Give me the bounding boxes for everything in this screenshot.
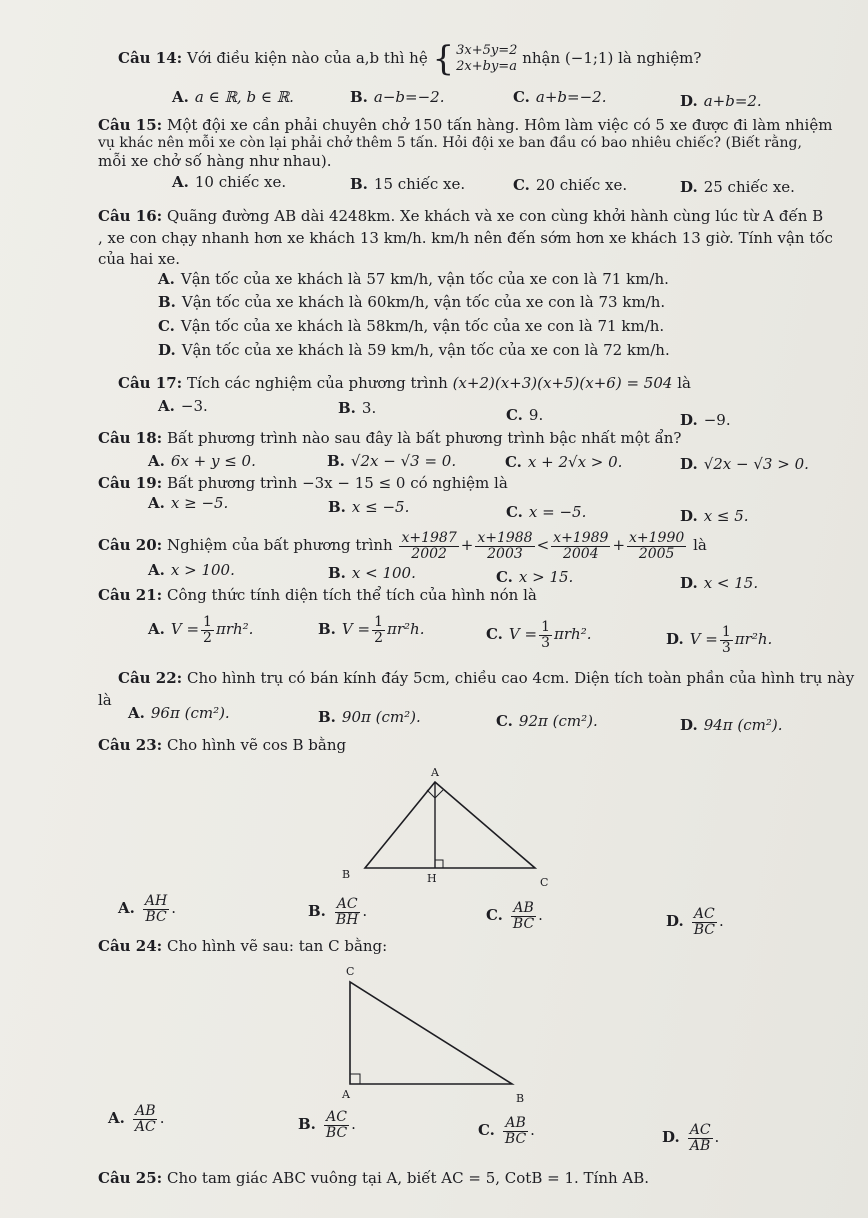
q23-option-a[interactable]: A. $\frac{AH}{BC}$ . — [118, 892, 176, 925]
label-c: C — [346, 965, 355, 978]
q22-option-b[interactable]: B. 90π (cm²). — [318, 708, 421, 726]
question-14-label: Câu 14: — [118, 49, 183, 67]
right-angle-mark-h — [435, 860, 443, 868]
triangle-abc — [350, 982, 512, 1084]
triangle-abc — [365, 782, 535, 868]
q15-option-b[interactable]: B. 15 chiếc xe. — [350, 175, 466, 193]
fraction-2: $\frac{x+1988}{2003}$ — [477, 529, 533, 562]
fraction-3: $\frac{x+1989}{2004}$ — [553, 529, 609, 562]
question-14 — [118, 39, 702, 79]
question-21: Câu 21: Công thức tính diện tích thể tích của hình nón là — [98, 586, 537, 604]
q21-option-c[interactable]: C. V = $\frac{1}{3}$ πrh². — [486, 618, 592, 651]
label-b: B — [342, 868, 351, 881]
question-19: Câu 19: Bất phương trình −3x − 15 ≤ 0 có nghiệm là — [98, 474, 508, 492]
question-15-line-3: mỗi xe chở số hàng như nhau). — [98, 152, 332, 170]
figure-triangle-abc-altitude — [330, 760, 560, 890]
figure-right-triangle-abc — [320, 960, 540, 1110]
q19-option-d[interactable]: D. x ≤ 5. — [680, 507, 749, 525]
fraction-4: $\frac{x+1990}{2005}$ — [629, 529, 685, 562]
question-16-line-3: của hai xe. — [98, 250, 181, 268]
q24-option-b[interactable]: B. $\frac{AC}{BC}$ . — [298, 1108, 356, 1141]
q20-option-b[interactable]: B. x < 100. — [328, 564, 416, 582]
q24-option-d[interactable]: D. $\frac{AC}{AB}$ . — [662, 1121, 720, 1154]
question-16-line-2: , xe con chạy nhanh hơn xe khách 13 km/h. km/h nên đến sớm hơn xe khách 13 giờ. Tính vận tốc — [98, 229, 833, 247]
q20-option-d[interactable]: D. x < 15. — [680, 574, 759, 592]
label-a: A — [431, 766, 439, 779]
q19-option-a[interactable]: A. x ≥ −5. — [148, 494, 229, 512]
fraction-1: $\frac{x+1987}{2002}$ — [401, 529, 457, 562]
equation-system — [432, 39, 518, 79]
q16-option-c[interactable]: C. Vận tốc của xe khách là 58km/h, vận tốc của xe con là 71 km/h. — [158, 317, 665, 335]
question-15-line-2: vụ khác nên mỗi xe còn lại phải chở thêm 5 tấn. Hỏi đội xe ban đầu có bao nhiêu chiếc? (Biết rằng, — [98, 135, 802, 151]
q18-option-a[interactable]: A. 6x + y ≤ 0. — [148, 452, 256, 470]
question-22-line-2: là — [98, 691, 112, 709]
q14-option-c[interactable]: C. a+b=−2. — [513, 88, 607, 106]
right-angle-mark-a — [350, 1074, 360, 1084]
system-eq-1: 3x+5y=2 — [456, 43, 518, 58]
q14-option-a[interactable]: A. a ∈ ℝ, b ∈ ℝ. — [172, 88, 294, 106]
q22-option-c[interactable]: C. 92π (cm²). — [496, 712, 598, 730]
q16-option-a[interactable]: A. Vận tốc của xe khách là 57 km/h, vận tốc của xe con là 71 km/h. — [158, 270, 669, 288]
q17-option-a[interactable]: A. −3. — [158, 397, 208, 415]
q15-option-c[interactable]: C. 20 chiếc xe. — [513, 176, 628, 194]
question-14-tail: nhận (−1;1) là nghiệm? — [522, 49, 702, 67]
q23-option-c[interactable]: C. $\frac{AB}{BC}$ . — [486, 899, 543, 932]
equation: (x+2)(x+3)(x+5)(x+6) = 504 — [452, 374, 673, 392]
question-14-text: Với điều kiện nào của a,b thì hệ — [186, 49, 428, 67]
label-h: H — [427, 872, 437, 885]
q18-option-b[interactable]: B. √2x − √3 = 0. — [327, 452, 457, 470]
label-a: A — [342, 1088, 350, 1101]
q15-option-d[interactable]: D. 25 chiếc xe. — [680, 178, 795, 196]
q20-option-c[interactable]: C. x > 15. — [496, 568, 574, 586]
q22-option-a[interactable]: A. 96π (cm²). — [128, 704, 230, 722]
question-15: Câu 15: Một đội xe cần phải chuyên chở 150 tấn hàng. Hôm làm việc có 5 xe được đi làm nhiệm — [98, 116, 833, 134]
question-25: Câu 25: Cho tam giác ABC vuông tại A, biết AC = 5, CotB = 1. Tính AB. — [98, 1169, 650, 1187]
q21-option-d[interactable]: D. V = $\frac{1}{3}$ πr²h. — [666, 623, 773, 656]
question-23: Câu 23: Cho hình vẽ cos B bằng — [98, 736, 347, 754]
q19-option-c[interactable]: C. x = −5. — [506, 503, 587, 521]
q24-option-a[interactable]: A. $\frac{AB}{AC}$ . — [108, 1102, 165, 1135]
brace-symbol: { — [432, 39, 455, 79]
label-b: B — [516, 1092, 525, 1105]
q17-option-b[interactable]: B. 3. — [338, 399, 377, 417]
system-eq-2: 2x+by=a — [456, 59, 517, 74]
question-18: Câu 18: Bất phương trình nào sau đây là bất phương trình bậc nhất một ẩn? — [98, 429, 682, 447]
q16-option-b[interactable]: B. Vận tốc của xe khách là 60km/h, vận tốc của xe con là 73 km/h. — [158, 293, 666, 311]
q24-option-c[interactable]: C. $\frac{AB}{BC}$ . — [478, 1114, 535, 1147]
q17-option-c[interactable]: C. 9. — [506, 406, 544, 424]
q17-option-d[interactable]: D. −9. — [680, 411, 731, 429]
q19-option-b[interactable]: B. x ≤ −5. — [328, 498, 410, 516]
question-24: Câu 24: Cho hình vẽ sau: tan C bằng: — [98, 937, 388, 955]
q18-option-d[interactable]: D. √2x − √3 > 0. — [680, 455, 809, 473]
q16-option-d[interactable]: D. Vận tốc của xe khách là 59 km/h, vận tốc của xe con là 72 km/h. — [158, 341, 670, 359]
question-17: Câu 17: Tích các nghiệm của phương trình (x+2)(x+3)(x+5)(x+6) = 504 là — [118, 374, 691, 392]
label-c: C — [540, 876, 549, 889]
q14-option-b[interactable]: B. a−b=−2. — [350, 88, 445, 106]
q23-option-d[interactable]: D. $\frac{AC}{BC}$ . — [666, 905, 724, 938]
q21-option-a[interactable]: A. V = $\frac{1}{2}$ πrh². — [148, 613, 254, 646]
q15-option-a[interactable]: A. 10 chiếc xe. — [172, 173, 287, 191]
q23-option-b[interactable]: B. $\frac{AC}{BH}$ . — [308, 895, 368, 928]
question-16: Câu 16: Quãng đường AB dài 4248km. Xe khách và xe con cùng khởi hành cùng lúc từ A đến B — [98, 207, 824, 225]
q22-option-d[interactable]: D. 94π (cm²). — [680, 716, 783, 734]
q18-option-c[interactable]: C. x + 2√x > 0. — [505, 453, 623, 471]
q21-option-b[interactable]: B. V = $\frac{1}{2}$ πr²h. — [318, 613, 425, 646]
q14-option-d[interactable]: D. a+b=2. — [680, 92, 762, 110]
question-22: Câu 22: Cho hình trụ có bán kính đáy 5cm, chiều cao 4cm. Diện tích toàn phần của hình trụ này — [118, 669, 855, 687]
q20-option-a[interactable]: A. x > 100. — [148, 561, 235, 579]
question-20: Câu 20: Nghiệm của bất phương trình $\frac{x+1987}{2002}$ + $\frac{x+1988}{2003}$ < $\frac{x+1989}{2004}$ + $\frac{x+1990}{2005}$ là — [98, 529, 707, 562]
